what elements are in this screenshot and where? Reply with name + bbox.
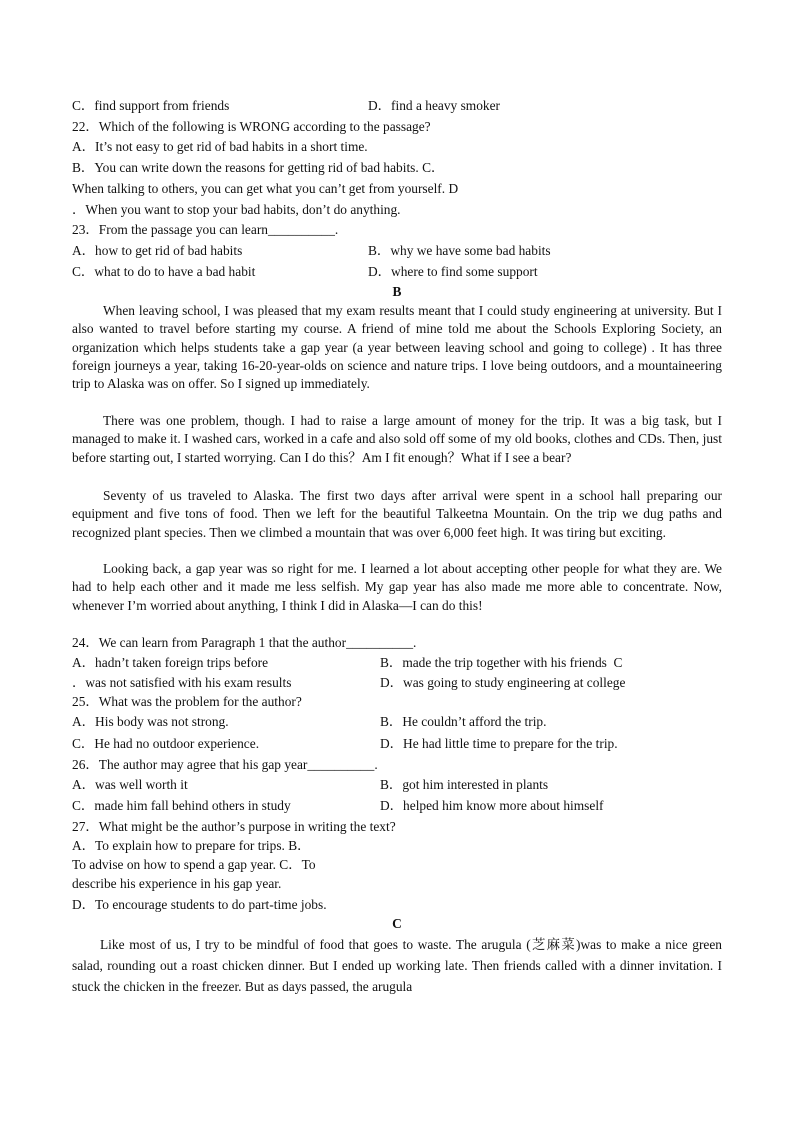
q23-option-c: C．what to do to have a bad habit [72, 264, 256, 279]
q22-stem: 22．Which of the following is WRONG according to the passage? [72, 119, 431, 134]
q22-option-b: B．You can write down the reasons for getting rid of bad habits. C． [72, 160, 445, 175]
q26-option-b: B．got him interested in plants [380, 777, 549, 792]
q24-stem: 24．We can learn from Paragraph 1 that the author__________. [72, 635, 417, 650]
section-b-paragraph-4: Looking back, a gap year was so right for me. I learned a lot about accepting other people for what they are. We had to help each other and it made me less selfish. My gap year has also made me more able to concentrate. Now, whenever I’m worried about anything, I think I did in Alaska—I can do this! [72, 561, 722, 613]
q27-option-a: A．To explain how to prepare for trips. B． [72, 838, 311, 853]
q21-option-c: C．find support from friends [72, 98, 230, 113]
q22-option-a: A．It’s not easy to get rid of bad habits in a short time. [72, 139, 368, 154]
q26-option-a: A．was well worth it [72, 777, 188, 792]
q26-option-d: D．helped him know more about himself [380, 798, 604, 813]
q23-option-a: A．how to get rid of bad habits [72, 243, 243, 258]
section-b-paragraph-1: When leaving school, I was pleased that my exam results meant that I could study engineering at university. But I also wanted to travel before starting my course. A friend of mine told me about the Schools Exploring Society, an organization which helps students take a gap year (a year between leaving school and going to college) . It has three foreign journeys a year, taking 16-20-year-olds on science and nature trips. I love being outdoors, and a mountaineering trip to Alaska was on offer. So I signed up immediately. [72, 303, 722, 392]
q21-option-d: D．find a heavy smoker [368, 98, 501, 113]
q24-option-a: A．hadn’t taken foreign trips before [72, 655, 269, 670]
q25-stem: 25．What was the problem for the author? [72, 694, 302, 709]
section-b-heading: B [392, 284, 402, 299]
q23-stem: 23．From the passage you can learn__________. [72, 222, 339, 237]
q25-option-d: D．He had little time to prepare for the trip. [380, 736, 618, 751]
q24-option-d: D．was going to study engineering at college [380, 675, 626, 690]
section-c-paragraph: Like most of us, I try to be mindful of food that goes to waste. The arugula (芝麻菜)was to make a nice green salad, rounding out a roast chicken dinner. But I ended up working late. Then friends called with a dinner invitation. I stuck the chicken in the freezer. But as days passed, the arugula [72, 937, 722, 994]
q27-option-c: describe his experience in his gap year. [72, 876, 282, 891]
q23-option-d: D．where to find some support [368, 264, 538, 279]
q27-option-b: To advise on how to spend a gap year. C．To [72, 857, 316, 872]
q24-option-b: B．made the trip together with his friends C [380, 655, 623, 670]
q26-stem: 26．The author may agree that his gap year__________. [72, 757, 378, 772]
q25-option-a: A．His body was not strong. [72, 714, 229, 729]
q27-option-d: D．To encourage students to do part-time jobs. [72, 897, 327, 912]
section-b-paragraph-3: Seventy of us traveled to Alaska. The first two days after arrival were spent in a school hall preparing our equipment and five tons of food. Then we left for the beautiful Talkeetna Mountain. On the trip we dug paths and recognized plant species. Then we climbed a mountain that was over 6,000 feet high. It was tiring but exciting. [72, 488, 722, 540]
section-b-paragraph-2: There was one problem, though. I had to raise a large amount of money for the trip. It was a big task, but I managed to make it. I washed cars, worked in a cafe and also sold off some of my old books, clothes and CDs. Then, just before starting out, I started worrying. Can I do this？Am I fit enough？What if I see a bear? [72, 413, 722, 465]
section-c-heading: C [392, 916, 402, 931]
q25-option-b: B．He couldn’t afford the trip. [380, 714, 547, 729]
q24-option-c: ．was not satisfied with his exam results [72, 675, 292, 690]
q22-option-c: When talking to others, you can get what you can’t get from yourself. D [72, 181, 459, 196]
q25-option-c: C．He had no outdoor experience. [72, 736, 260, 751]
q23-option-b: B．why we have some bad habits [368, 243, 551, 258]
q27-stem: 27．What might be the author’s purpose in writing the text? [72, 819, 396, 834]
q22-option-d: ．When you want to stop your bad habits, don’t do anything. [72, 202, 401, 217]
q26-option-c: C．made him fall behind others in study [72, 798, 291, 813]
